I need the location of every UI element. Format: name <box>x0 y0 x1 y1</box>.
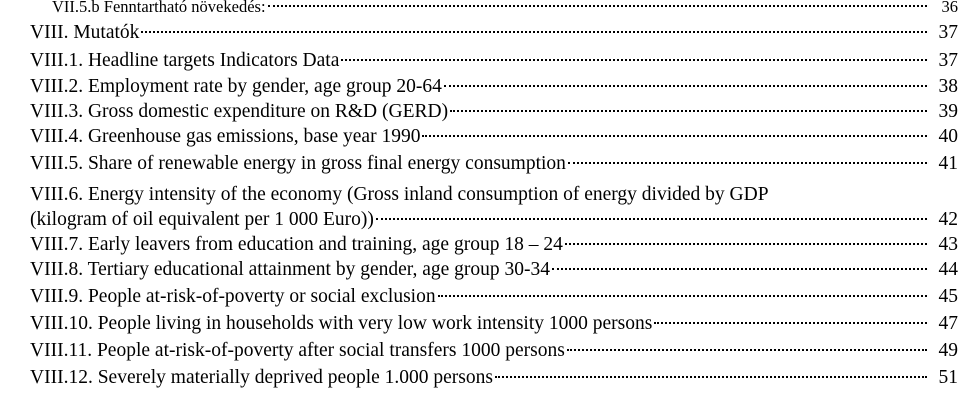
toc-entry-page: 39 <box>938 101 958 122</box>
toc-entry-page: 51 <box>938 367 958 388</box>
dot-leader <box>268 5 927 7</box>
toc-entry-title: VIII.7. Early leavers from education and training, age group 18 – 24 <box>30 234 563 255</box>
toc-entry-page: 40 <box>938 126 958 147</box>
dot-leader <box>495 376 927 378</box>
toc-entry-viii-2[interactable] <box>30 75 960 99</box>
toc-entry-title: VIII.11. People at-risk-of-poverty after social transfers 1000 persons <box>30 340 565 361</box>
dot-leader <box>422 135 927 137</box>
toc-entry-page: 41 <box>938 153 958 174</box>
toc-entry-page: 37 <box>938 22 958 43</box>
toc-entry-page: 42 <box>938 209 958 230</box>
toc-entry-vii-5-b[interactable] <box>52 0 960 19</box>
toc-entry-page: 49 <box>938 340 958 361</box>
toc-entry-viii-11[interactable] <box>30 339 960 363</box>
toc-entry-page: 37 <box>938 50 958 71</box>
toc-entry-page: 45 <box>938 286 958 307</box>
dot-leader <box>568 162 927 164</box>
toc-entry-viii-7[interactable] <box>30 233 960 257</box>
toc-entry-page: 36 <box>941 0 958 16</box>
toc-entry-viii-4[interactable] <box>30 125 960 149</box>
dot-leader <box>444 85 927 87</box>
toc-entry-viii-1[interactable] <box>30 49 960 73</box>
toc-entry-viii-9[interactable] <box>30 285 960 309</box>
toc-entry-viii-6[interactable] <box>30 208 960 232</box>
toc-entry-viii-10[interactable] <box>30 312 960 336</box>
dot-leader <box>567 349 927 351</box>
toc-entry-title: VIII.5. Share of renewable energy in gross final energy consumption <box>30 153 566 174</box>
toc-entry-title: VIII.8. Tertiary educational attainment by gender, age group 30-34 <box>30 259 551 280</box>
toc-entry-title: VIII.1. Headline targets Indicators Data <box>30 50 340 71</box>
toc-entry-title: VIII.9. People at-risk-of-poverty or social exclusion <box>30 286 436 307</box>
dot-leader <box>450 110 927 112</box>
toc-entry-viii-5[interactable] <box>30 152 960 176</box>
toc-entry-viii-6-line1[interactable]: VIII.6. Energy intensity of the economy (Gross inland consumption of energy divided by GDP <box>30 184 769 205</box>
dot-leader <box>565 243 927 245</box>
toc-entry-viii-12[interactable] <box>30 366 960 390</box>
dot-leader <box>552 268 927 270</box>
toc-entry-page: 38 <box>938 76 958 97</box>
dot-leader <box>141 31 927 33</box>
toc-entry-title: VIII.12. Severely materially deprived people 1.000 persons <box>30 367 493 388</box>
toc-entry-page: 47 <box>938 313 958 334</box>
toc-entry-viii-8[interactable] <box>30 258 960 282</box>
toc-heading-viii[interactable] <box>30 21 960 45</box>
dot-leader <box>341 59 927 61</box>
toc-entry-title: VIII.2. Employment rate by gender, age group 20-64 <box>30 76 442 97</box>
toc-entry-title: VIII.3. Gross domestic expenditure on R&D (GERD) <box>30 101 449 122</box>
dot-leader <box>376 218 927 220</box>
toc-entry-title: VIII.10. People living in households with very low work intensity 1000 persons <box>30 313 653 334</box>
toc-entry-title: VIII. Mutatók <box>30 22 140 43</box>
toc-entry-page: 44 <box>938 259 958 280</box>
toc-entry-title: VIII.4. Greenhouse gas emissions, base year 1990 <box>30 126 421 147</box>
toc-entry-page: 43 <box>938 234 958 255</box>
toc-entry-viii-3[interactable] <box>30 100 960 124</box>
dot-leader <box>438 295 927 297</box>
toc-entry-title: VII.5.b Fenntartható növekedés: <box>52 0 266 16</box>
dot-leader <box>654 322 927 324</box>
toc-entry-title: (kilogram of oil equivalent per 1 000 Euro)) <box>30 209 374 230</box>
